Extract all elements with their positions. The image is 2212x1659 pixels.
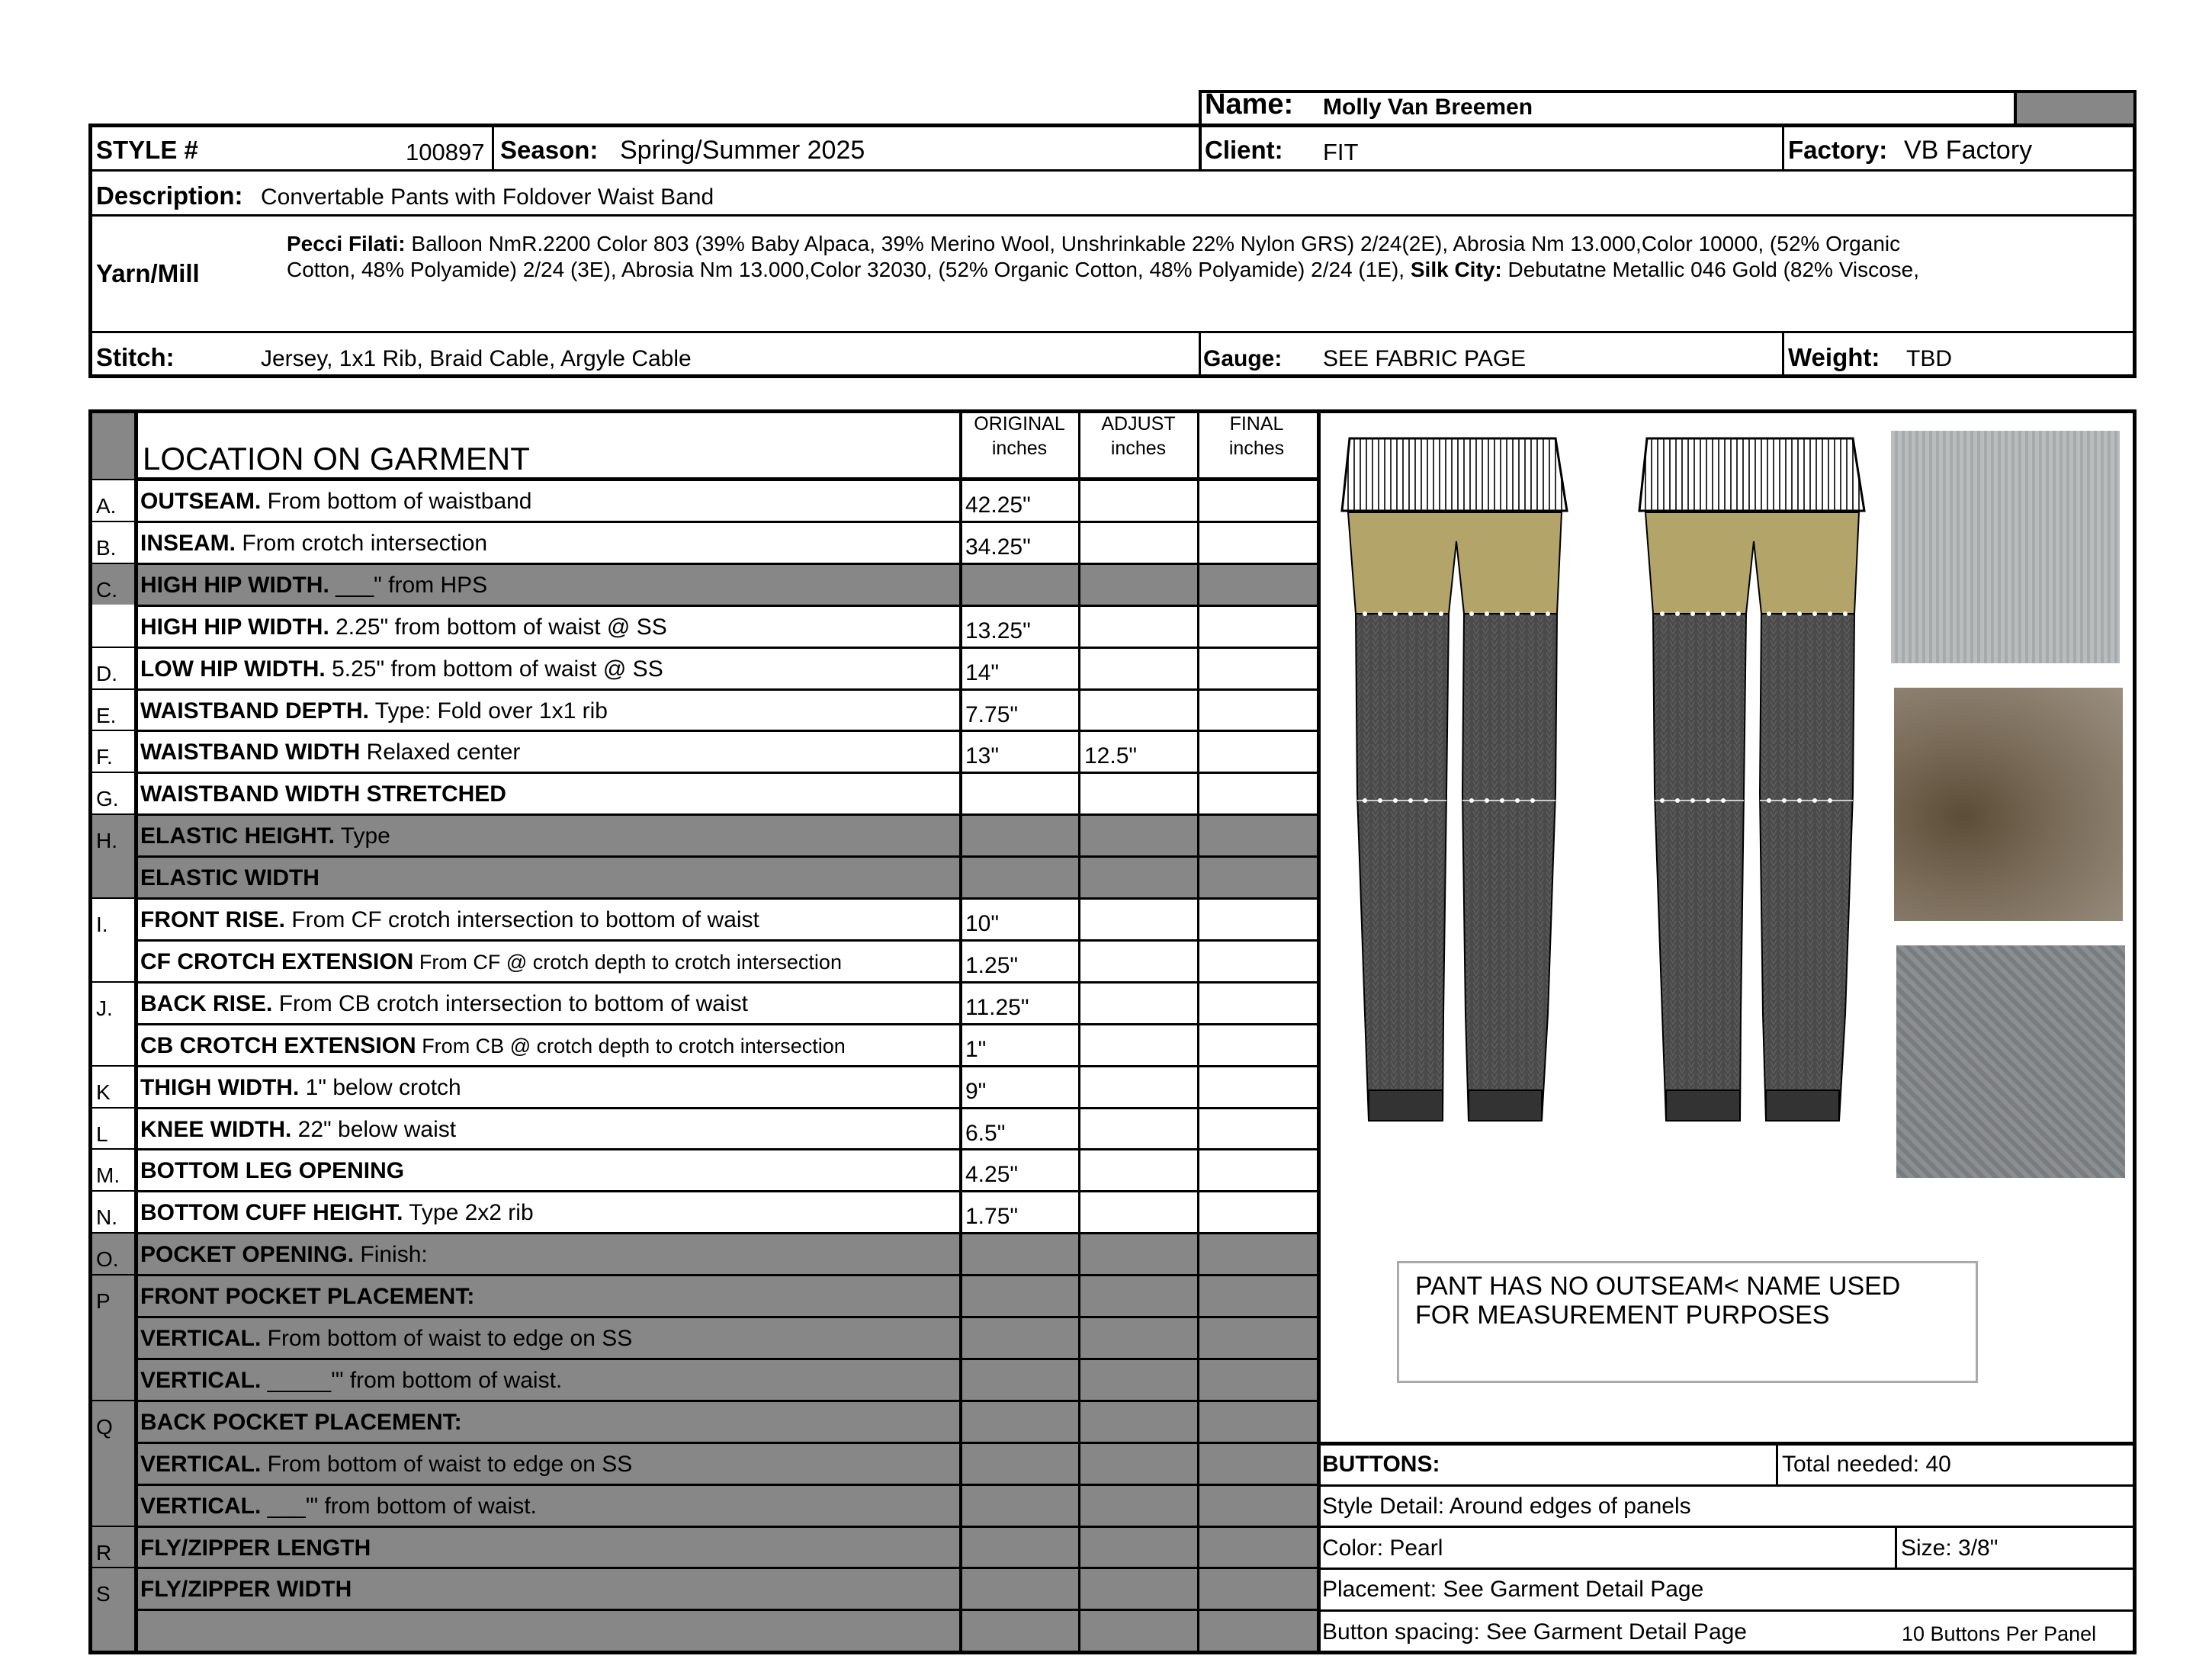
- weight-value: TBD: [1906, 346, 1952, 371]
- yarn-line2: [287, 258, 1919, 282]
- row-measure-name: CF CROTCH EXTENSION: [140, 949, 414, 974]
- row-measure-note: From bottom of waist to edge on SS: [261, 1452, 633, 1477]
- row-measure-note: From CB @ crotch depth to crotch intersection: [416, 1035, 846, 1057]
- yarn-text: Debutatne Metallic 046 Gold (82% Viscose,: [1501, 258, 1920, 281]
- note-line1: PANT HAS NO OUTSEAM< NAME USED: [1415, 1272, 1901, 1301]
- row-measure-name: WAISTBAND WIDTH: [140, 740, 361, 765]
- client-label: Client:: [1205, 136, 1283, 164]
- garment-sketch-back: [1632, 427, 1883, 1136]
- row-letter: M.: [96, 1163, 120, 1187]
- row-measure-name: WAISTBAND DEPTH.: [140, 698, 369, 724]
- row-measure-note: From crotch intersection: [236, 531, 488, 556]
- row-measure-name: BACK POCKET PLACEMENT:: [140, 1410, 462, 1435]
- row-letter: F.: [96, 745, 113, 769]
- row-measure-note: 22" below waist: [291, 1117, 457, 1142]
- row-original-value[interactable]: 13": [965, 743, 1000, 769]
- row-letter: I.: [96, 913, 108, 936]
- fabric-swatch-gray-rib: [1891, 431, 2120, 663]
- description-label: Description:: [96, 181, 243, 210]
- fabric-swatch-brown-knit: [1894, 688, 2123, 921]
- buttons-style-detail: Style Detail: Around edges of panels: [1322, 1494, 1691, 1519]
- garment-sketch-front: [1334, 427, 1586, 1136]
- col-original-unit: inches: [991, 438, 1048, 459]
- row-original-value[interactable]: 14": [965, 660, 1000, 685]
- season-label: Season:: [500, 136, 599, 164]
- row-measure-name: CB CROTCH EXTENSION: [140, 1033, 416, 1058]
- gray-row-fill: [92, 1609, 1317, 1651]
- row-original-value[interactable]: 1": [965, 1037, 987, 1062]
- buttons-size: Size: 3/8": [1901, 1535, 1999, 1561]
- row-description: [140, 907, 759, 933]
- row-description: [140, 1452, 632, 1478]
- col-final-title: FINAL: [1229, 413, 1284, 435]
- row-letter: L: [96, 1122, 108, 1146]
- row-measure-name: WAISTBAND WIDTH STRETCHED: [140, 781, 506, 807]
- style-value: 100897: [406, 139, 485, 165]
- row-measure-name: THIGH WIDTH.: [140, 1075, 300, 1100]
- row-measure-note: Type: Fold over 1x1 rib: [369, 698, 608, 724]
- row-description: [140, 1033, 846, 1059]
- row-measure-name: FRONT POCKET PLACEMENT:: [140, 1284, 475, 1309]
- row-measure-name: HIGH HIP WIDTH.: [140, 573, 329, 598]
- row-description: [140, 489, 532, 515]
- row-letter: S: [96, 1582, 111, 1606]
- row-original-value[interactable]: 42.25": [965, 493, 1031, 518]
- row-letter: K: [96, 1080, 111, 1104]
- row-original-value[interactable]: 7.75": [965, 702, 1019, 727]
- row-letter: B.: [96, 536, 117, 560]
- row-measure-note: From CF crotch intersection to bottom of waist: [285, 907, 759, 932]
- row-description: [140, 1200, 534, 1226]
- row-letter: Q: [96, 1415, 113, 1439]
- row-description: [140, 531, 487, 557]
- gauge-value: SEE FABRIC PAGE: [1323, 346, 1527, 371]
- row-measure-note: From bottom of waist to edge on SS: [261, 1326, 633, 1351]
- buttons-placement: Placement: See Garment Detail Page: [1322, 1577, 1704, 1602]
- row-description: [140, 1368, 562, 1394]
- name-value: Molly Van Breemen: [1323, 95, 1533, 120]
- yarn-text: Cotton, 48% Polyamide) 2/24 (3E), Abrosia Nm 13.000,Color 32030, (52% Organic Cotton, 48% Polyamide) 2/24 (1E),: [287, 258, 1411, 281]
- row-measure-note: Type 2x2 rib: [403, 1200, 534, 1225]
- row-measure-name: VERTICAL.: [140, 1452, 262, 1477]
- row-adjust-value[interactable]: 12.5": [1084, 743, 1138, 769]
- col-original-title: ORIGINAL: [974, 413, 1065, 435]
- col-final-unit: inches: [1228, 438, 1285, 459]
- row-description: [140, 1075, 461, 1101]
- col-adjust-header: [1081, 412, 1196, 460]
- row-letter: D.: [96, 662, 117, 685]
- row-description: [140, 1577, 352, 1603]
- row-measure-note: _____'" from bottom of waist.: [261, 1368, 563, 1393]
- buttons-total: Total needed: 40: [1782, 1452, 1951, 1477]
- season-value: Spring/Summer 2025: [620, 136, 865, 165]
- gauge-label: Gauge:: [1203, 346, 1283, 371]
- row-letter: H.: [96, 829, 117, 852]
- buttons-label: BUTTONS:: [1322, 1452, 1440, 1477]
- row-measure-name: FLY/ZIPPER WIDTH: [140, 1577, 352, 1602]
- row-measure-note: ___'" from bottom of waist.: [261, 1494, 537, 1519]
- name-gray-cell: [2017, 93, 2133, 125]
- weight-label: Weight:: [1788, 343, 1880, 371]
- client-value: FIT: [1323, 139, 1359, 165]
- row-letter: O.: [96, 1247, 119, 1271]
- row-description: [140, 1117, 456, 1143]
- row-measure-note: 2.25" from bottom of waist @ SS: [329, 615, 667, 640]
- col-adjust-unit: inches: [1110, 438, 1167, 459]
- row-measure-name: FLY/ZIPPER LENGTH: [140, 1535, 371, 1561]
- row-measure-name: VERTICAL.: [140, 1494, 262, 1519]
- col-adjust-title: ADJUST: [1101, 413, 1176, 435]
- row-description: [140, 991, 748, 1017]
- row-description: [140, 573, 487, 598]
- style-label: STYLE #: [96, 136, 198, 164]
- row-measure-note: Finish:: [354, 1242, 428, 1267]
- right-panel-divider: [1317, 409, 1321, 1654]
- row-measure-name: BACK RISE.: [140, 991, 273, 1016]
- row-measure-name: BOTTOM CUFF HEIGHT.: [140, 1200, 403, 1225]
- yarn-mill-name: Silk City:: [1410, 258, 1502, 281]
- row-measure-name: VERTICAL.: [140, 1326, 262, 1351]
- row-measure-name: ELASTIC WIDTH: [140, 865, 319, 890]
- row-measure-note: ___" from HPS: [329, 573, 488, 598]
- factory-value: VB Factory: [1904, 136, 2033, 165]
- row-letter: A.: [96, 494, 117, 518]
- row-description: [140, 823, 390, 849]
- yarn-line1: [287, 232, 1900, 256]
- row-measure-name: HIGH HIP WIDTH.: [140, 615, 329, 640]
- row-measure-name: INSEAM.: [140, 531, 236, 556]
- row-measure-name: POCKET OPENING.: [140, 1242, 355, 1267]
- row-measure-note: Type: [335, 823, 390, 849]
- row-description: [140, 781, 506, 807]
- row-measure-name: OUTSEAM.: [140, 489, 262, 514]
- row-measure-name: KNEE WIDTH.: [140, 1117, 292, 1142]
- table-corner: [92, 413, 136, 479]
- col-final-header: [1199, 412, 1314, 460]
- row-original-value[interactable]: 6.5": [965, 1121, 1006, 1146]
- row-description: [140, 1284, 474, 1310]
- row-letter: E.: [96, 704, 117, 727]
- row-measure-note: 5.25" from bottom of waist @ SS: [325, 656, 663, 682]
- buttons-per-panel: 10 Buttons Per Panel: [1902, 1622, 2097, 1645]
- row-measure-note: From bottom of waistband: [261, 489, 532, 514]
- yarn-label: Yarn/Mill: [96, 259, 200, 287]
- row-measure-note: 1" below crotch: [299, 1075, 461, 1100]
- row-original-value[interactable]: 34.25": [965, 534, 1031, 560]
- row-description: [140, 698, 608, 724]
- row-description: [140, 740, 520, 765]
- row-description: [140, 949, 842, 975]
- row-measure-name: FRONT RISE.: [140, 907, 286, 932]
- stitch-label: Stitch:: [96, 343, 175, 371]
- col-original-header: [962, 412, 1077, 460]
- table-title: LOCATION ON GARMENT: [143, 441, 530, 477]
- buttons-spacing: Button spacing: See Garment Detail Page: [1322, 1619, 1747, 1645]
- row-description: [140, 865, 319, 891]
- description-value: Convertable Pants with Foldover Waist Band: [261, 185, 714, 210]
- row-measure-name: BOTTOM LEG OPENING: [140, 1158, 405, 1183]
- row-letter: R: [96, 1541, 112, 1564]
- row-measure-name: LOW HIP WIDTH.: [140, 656, 326, 682]
- row-description: [140, 615, 667, 640]
- row-measure-name: ELASTIC HEIGHT.: [140, 823, 335, 849]
- row-original-value[interactable]: 10": [965, 911, 1000, 936]
- row-original-value[interactable]: 1.75": [965, 1204, 1019, 1229]
- row-original-value[interactable]: 4.25": [965, 1162, 1019, 1187]
- name-label: Name:: [1205, 88, 1294, 120]
- row-description: [140, 1494, 537, 1519]
- row-original-value[interactable]: 1.25": [965, 953, 1019, 978]
- stitch-value: Jersey, 1x1 Rib, Braid Cable, Argyle Cable: [261, 346, 692, 371]
- fabric-swatch-charcoal-cable: [1896, 945, 2125, 1178]
- row-measure-name: VERTICAL.: [140, 1368, 262, 1393]
- row-description: [140, 1410, 462, 1436]
- row-letter: N.: [96, 1205, 117, 1229]
- row-measure-note: From CF @ crotch depth to crotch intersection: [413, 951, 842, 974]
- row-description: [140, 1535, 371, 1561]
- factory-label: Factory:: [1788, 136, 1888, 164]
- note-line2: FOR MEASUREMENT PURPOSES: [1415, 1301, 1830, 1330]
- row-letter: C.: [96, 578, 117, 602]
- row-letter: P: [96, 1289, 111, 1313]
- row-description: [140, 1242, 428, 1268]
- buttons-color: Color: Pearl: [1322, 1535, 1443, 1561]
- row-description: [140, 656, 663, 682]
- row-original-value[interactable]: 9": [965, 1079, 987, 1104]
- row-original-value[interactable]: 11.25": [965, 995, 1029, 1020]
- yarn-mill-name: Pecci Filati:: [287, 232, 406, 255]
- yarn-text: Balloon NmR.2200 Color 803 (39% Baby Alpaca, 39% Merino Wool, Unshrinkable 22% Nylon GRS) 2/24(2E), Abrosia Nm 13.000,Color 10000, (52% Organic: [405, 232, 1901, 255]
- row-description: [140, 1158, 404, 1184]
- row-letter: J.: [96, 996, 113, 1020]
- row-measure-note: From CB crotch intersection to bottom of waist: [272, 991, 748, 1016]
- row-letter: G.: [96, 787, 119, 810]
- row-description: [140, 1326, 632, 1352]
- row-original-value[interactable]: 13.25": [965, 618, 1031, 643]
- row-measure-note: Relaxed center: [360, 740, 521, 765]
